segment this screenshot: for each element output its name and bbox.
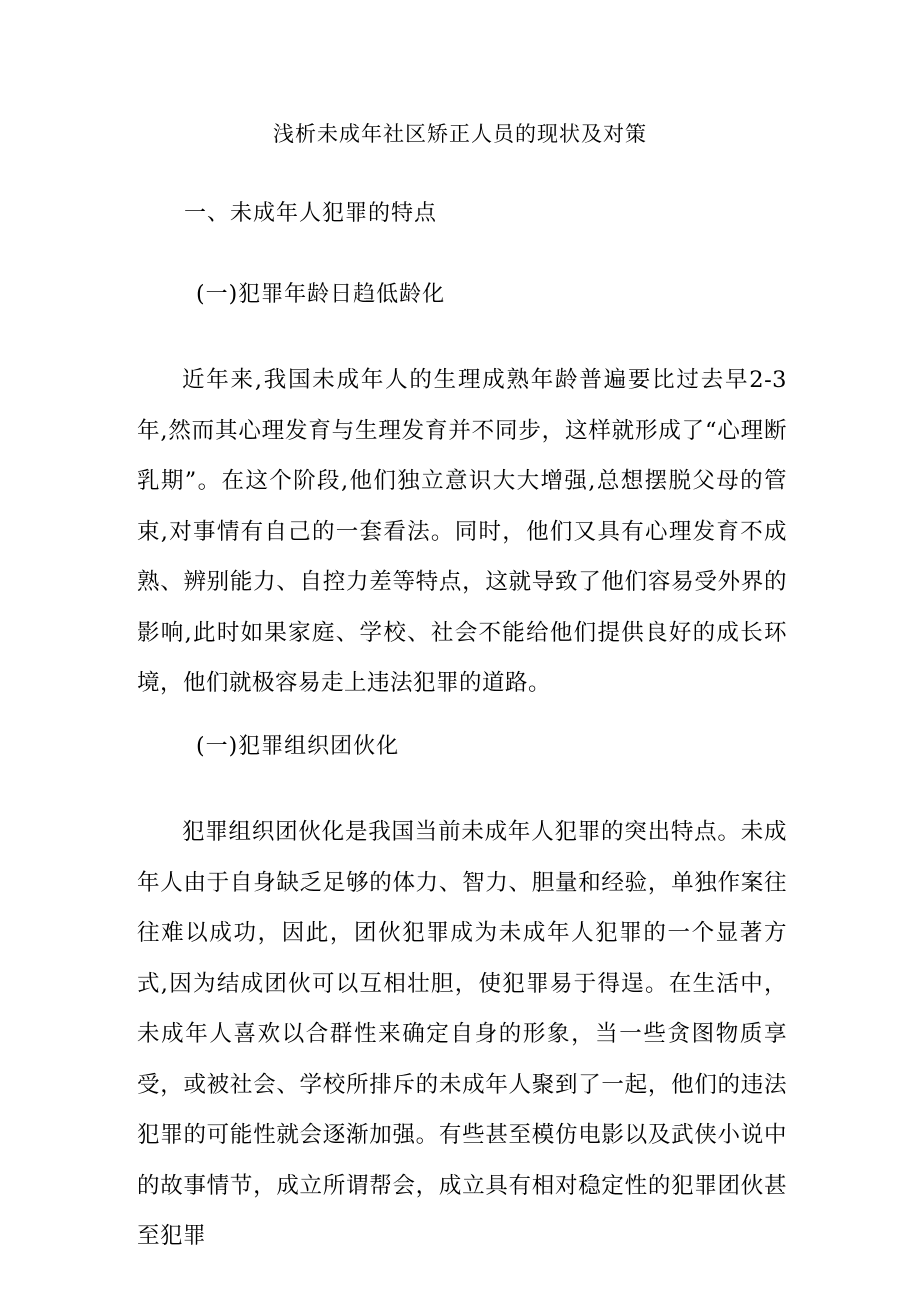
subsection-heading-age: (一)犯罪年龄日趋低龄化 xyxy=(196,282,446,307)
subsection-heading-gang: (一)犯罪组织团伙化 xyxy=(196,734,400,759)
paragraph-age: 近年来,我国未成年人的生理成熟年龄普遍要比过去早2-3年,然而其心理发育与生理发育并不同步，这样就形成了“心理断乳期”。在这个阶段,他们独立意识大大增强,总想摆脱父母的管束,对事情有自己的一套看法。同时，他们又具有心理发育不成熟、辨别能力、自控力差等特点，这就导致了他们容易受外界的影响,此时如果家庭、学校、社会不能给他们提供良好的成长环境，他们就极容易走上违法犯罪的道路。 xyxy=(137,367,787,696)
document-title: 浅析未成年社区矫正人员的现状及对策 xyxy=(273,122,647,146)
paragraph-gang: 犯罪组织团伙化是我国当前未成年人犯罪的突出特点。未成年人由于自身缺乏足够的体力、智力、胆量和经验，单独作案往往难以成功，因此，团伙犯罪成为未成年人犯罪的一个显著方式,因为结成团伙可以互相壮胆，使犯罪易于得逞。在生活中，未成年人喜欢以合群性来确定自身的形象，当一些贪图物质享受，或被社会、学校所排斥的未成年人聚到了一起，他们的违法犯罪的可能性就会逐渐加强。有些甚至模仿电影以及武侠小说中的故事情节，成立所谓帮会，成立具有相对稳定性的犯罪团伙甚至犯罪 xyxy=(137,819,787,1249)
section-heading: 一、未成年人犯罪的特点 xyxy=(184,201,438,226)
